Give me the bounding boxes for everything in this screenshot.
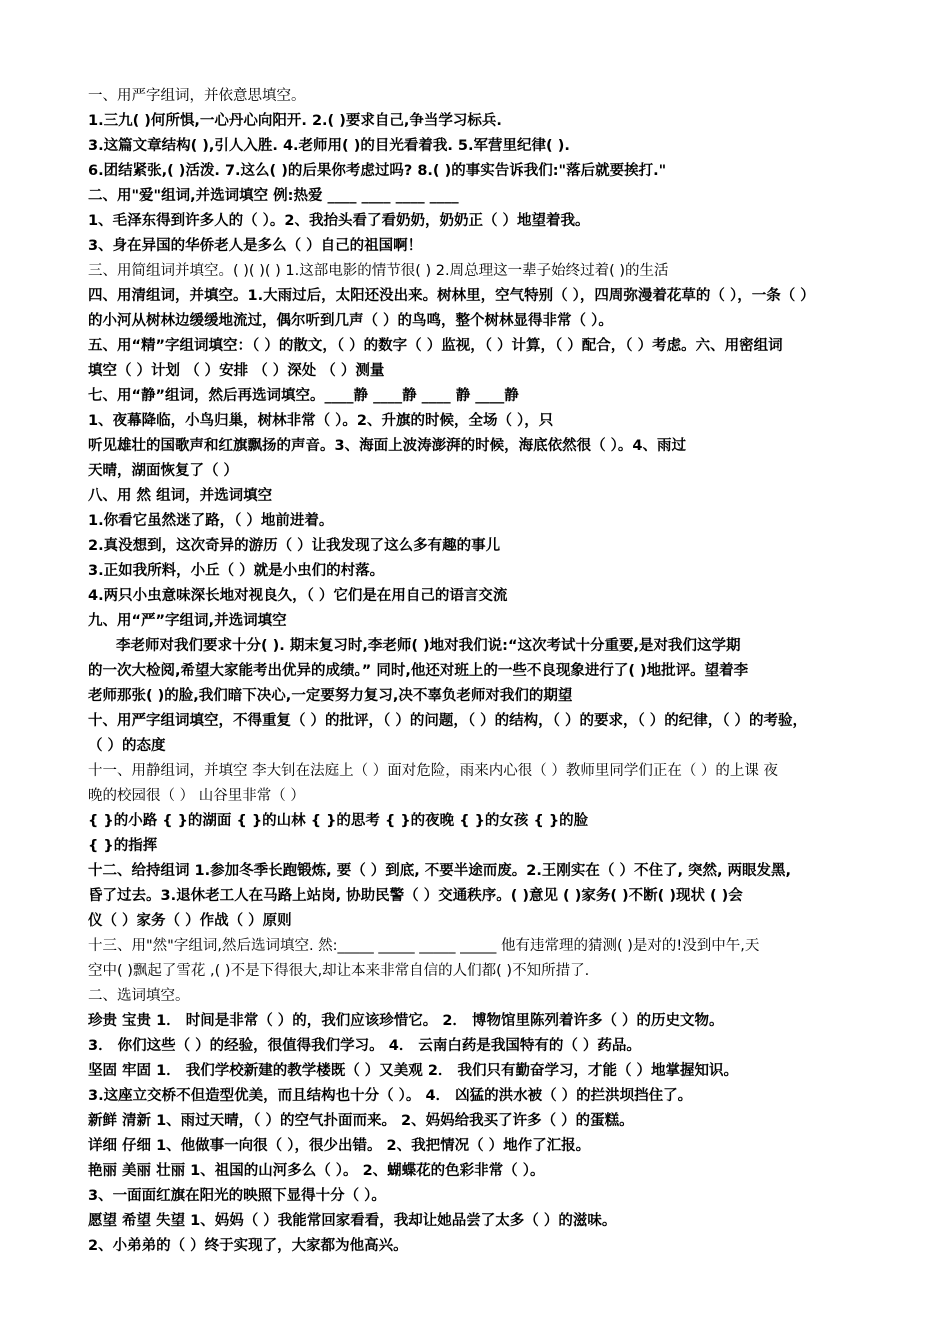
worksheet-line: 一、用严字组词，并依意思填空。: [88, 88, 306, 104]
worksheet-line: 1、毛泽东得到许多人的（ ）。2、我抬头看了看奶奶，奶奶正（ ）地望着我。: [88, 213, 590, 229]
worksheet-line: 3． 你们这些（ ）的经验，很值得我们学习。 4． 云南白药是我国特有的（ ）药品。: [88, 1038, 641, 1054]
worksheet-line: 七、用“静”组词，然后再选词填空。____静 ____静 ____ 静 ____静: [88, 388, 519, 404]
worksheet-line: 李老师对我们要求十分( ). 期末复习时,李老师( )地对我们说:“这次考试十分重要,是对我们这学期: [116, 638, 741, 654]
worksheet-line: 仪（ ）家务（ ）作战（ ）原则: [88, 913, 292, 929]
worksheet-line: 听见雄壮的国歌声和红旗飘扬的声音。3、海面上波涛澎湃的时候，海底依然很（ ）。4、雨过: [88, 438, 686, 454]
worksheet-line: 八、用 然 组词，并选词填空: [88, 488, 273, 504]
worksheet-line: 晚的校园很（ ） 山谷里非常（ ）: [88, 788, 305, 804]
worksheet-line: 九、用“严”字组词,并选词填空: [88, 613, 287, 629]
worksheet-line: 十、用严字组词填空，不得重复（ ）的批评，（ ）的问题，（ ）的结构，（ ）的要求，（ ）的纪律，（ ）的考验，: [88, 713, 808, 729]
worksheet-line: 天晴，湖面恢复了（ ）: [88, 463, 239, 479]
worksheet-line: 十二、给持组词 1.参加冬季长跑锻炼, 要（ ）到底, 不要半途而废。2.王刚实在（ ）不住了, 突然, 两眼发黑,: [88, 863, 792, 879]
worksheet-line: 昏了过去。3.退休老工人在马路上站岗, 协助民警（ ）交通秩序。( )意见 ( )家务( )不断( )现状 ( )会: [88, 888, 743, 904]
worksheet-line: 6.团结紧张,( )活泼. 7.这么( )的后果你考虑过吗? 8.( )的事实告诉我们:"落后就要挨打.": [88, 163, 667, 179]
worksheet-line: 3.这篇文章结构( ),引人入胜. 4.老师用( )的目光看着我. 5.军营里纪律( ).: [88, 138, 570, 154]
worksheet-line: 1、夜幕降临，小鸟归巢，树林非常（ ）。2、升旗的时候，全场（ ），只: [88, 413, 554, 429]
worksheet-line: 空中( )飘起了雪花 ,( )不是下得很大,却让本来非常自信的人们都( )不知所措了.: [88, 963, 590, 979]
worksheet-line: 珍贵 宝贵 1． 时间是非常（ ）的，我们应该珍惜它。 2． 博物馆里陈列着许多（ ）的历史文物。: [88, 1013, 724, 1029]
worksheet-line: 填空（ ）计划 （ ）安排 （ ）深处 （ ）测量: [88, 363, 385, 379]
worksheet-line: 四、用清组词，并填空。1.大雨过后，太阳还没出来。树林里，空气特别（ ），四周弥漫着花草的（ ），一条（ ）: [88, 288, 815, 304]
worksheet-line: 1.三九( )何所惧,一心丹心向阳开. 2.( )要求自己,争当学习标兵.: [88, 113, 502, 129]
worksheet-line: 艳丽 美丽 壮丽 1、祖国的山河多么（ ）。 2、蝴蝶花的色彩非常（ ）。: [88, 1163, 545, 1179]
worksheet-line: 2.真没想到，这次奇异的游历（ ）让我发现了这么多有趣的事儿: [88, 538, 501, 554]
worksheet-line: 4.两只小虫意味深长地对视良久，（ ）它们是在用自己的语言交流: [88, 588, 508, 604]
worksheet-line: 3、身在异国的华侨老人是多么（ ）自己的祖国啊！: [88, 238, 423, 254]
worksheet-line: 三、用简组词并填空。( )( )( ) 1.这部电影的情节很( ) 2.周总理这一辈子始终过着( )的生活: [88, 263, 669, 279]
worksheet-line: 二、用"爱"组词,并选词填空 例:热爱 ____ ____ ____ ____: [88, 188, 459, 204]
worksheet-line: 新鲜 清新 1、雨过天晴，（ ）的空气扑面而来。 2、妈妈给我买了许多（ ）的蛋糕。: [88, 1113, 634, 1129]
worksheet-line: 愿望 希望 失望 1、妈妈（ ）我能常回家看看，我却让她品尝了太多（ ）的滋味。: [88, 1213, 617, 1229]
worksheet-line: 十三、用"然"字组词,然后选词填空. 然:_____ _____ _____ _____ 他有违常理的猜测( )是对的!没到中午,天: [88, 938, 760, 954]
worksheet-line: 2、小弟弟的（ ）终于实现了，大家都为他高兴。: [88, 1238, 408, 1254]
worksheet-line: 3.正如我所料，小丘（ ）就是小虫们的村落。: [88, 563, 385, 579]
worksheet-page: [88, 84, 868, 1259]
worksheet-line: （ ）的态度: [88, 738, 166, 754]
worksheet-line: { }的小路 { }的湖面 { }的山林 { }的思考 { }的夜晚 { }的女孩 { }的脸: [88, 813, 589, 829]
worksheet-line: 3、一面面红旗在阳光的映照下显得十分（ ）。: [88, 1188, 386, 1204]
worksheet-line: { }的指挥: [88, 838, 158, 854]
worksheet-line: 的小河从树林边缓缓地流过，偶尔听到几声（ ）的鸟鸣，整个树林显得非常（ ）。: [88, 313, 613, 329]
worksheet-line: 3.这座立交桥不但造型优美，而且结构也十分（ ）。 4． 凶猛的洪水被（ ）的拦洪坝挡住了。: [88, 1088, 693, 1104]
worksheet-line: 十一、用静组词，并填空 李大钊在法庭上（ ）面对危险，雨来内心很（ ）教师里同学们正在（ ）的上课 夜: [88, 763, 779, 779]
worksheet-line: 详细 仔细 1、他做事一向很（ ），很少出错。 2、我把情况（ ）地作了汇报。: [88, 1138, 591, 1154]
worksheet-line: 老师那张( )的脸,我们暗下决心,一定要努力复习,决不辜负老师对我们的期望: [88, 688, 573, 704]
worksheet-line: 1.你看它虽然迷了路，（ ）地前进着。: [88, 513, 334, 529]
worksheet-line: 二、选词填空。: [88, 988, 190, 1004]
worksheet-line: 坚固 牢固 1． 我们学校新建的教学楼既（ ）又美观 2． 我们只有勤奋学习，才能（ ）地掌握知识。: [88, 1063, 739, 1079]
worksheet-line: 五、用“精”字组词填空：（ ）的散文，（ ）的数字（ ）监视，（ ）计算，（ ）配合，（ ）考虑。六、用密组词: [88, 338, 783, 354]
worksheet-line: 的一次大检阅,希望大家能考出优异的成绩。” 同时,他还对班上的一些不良现象进行了( )地批评。望着李: [88, 663, 749, 679]
